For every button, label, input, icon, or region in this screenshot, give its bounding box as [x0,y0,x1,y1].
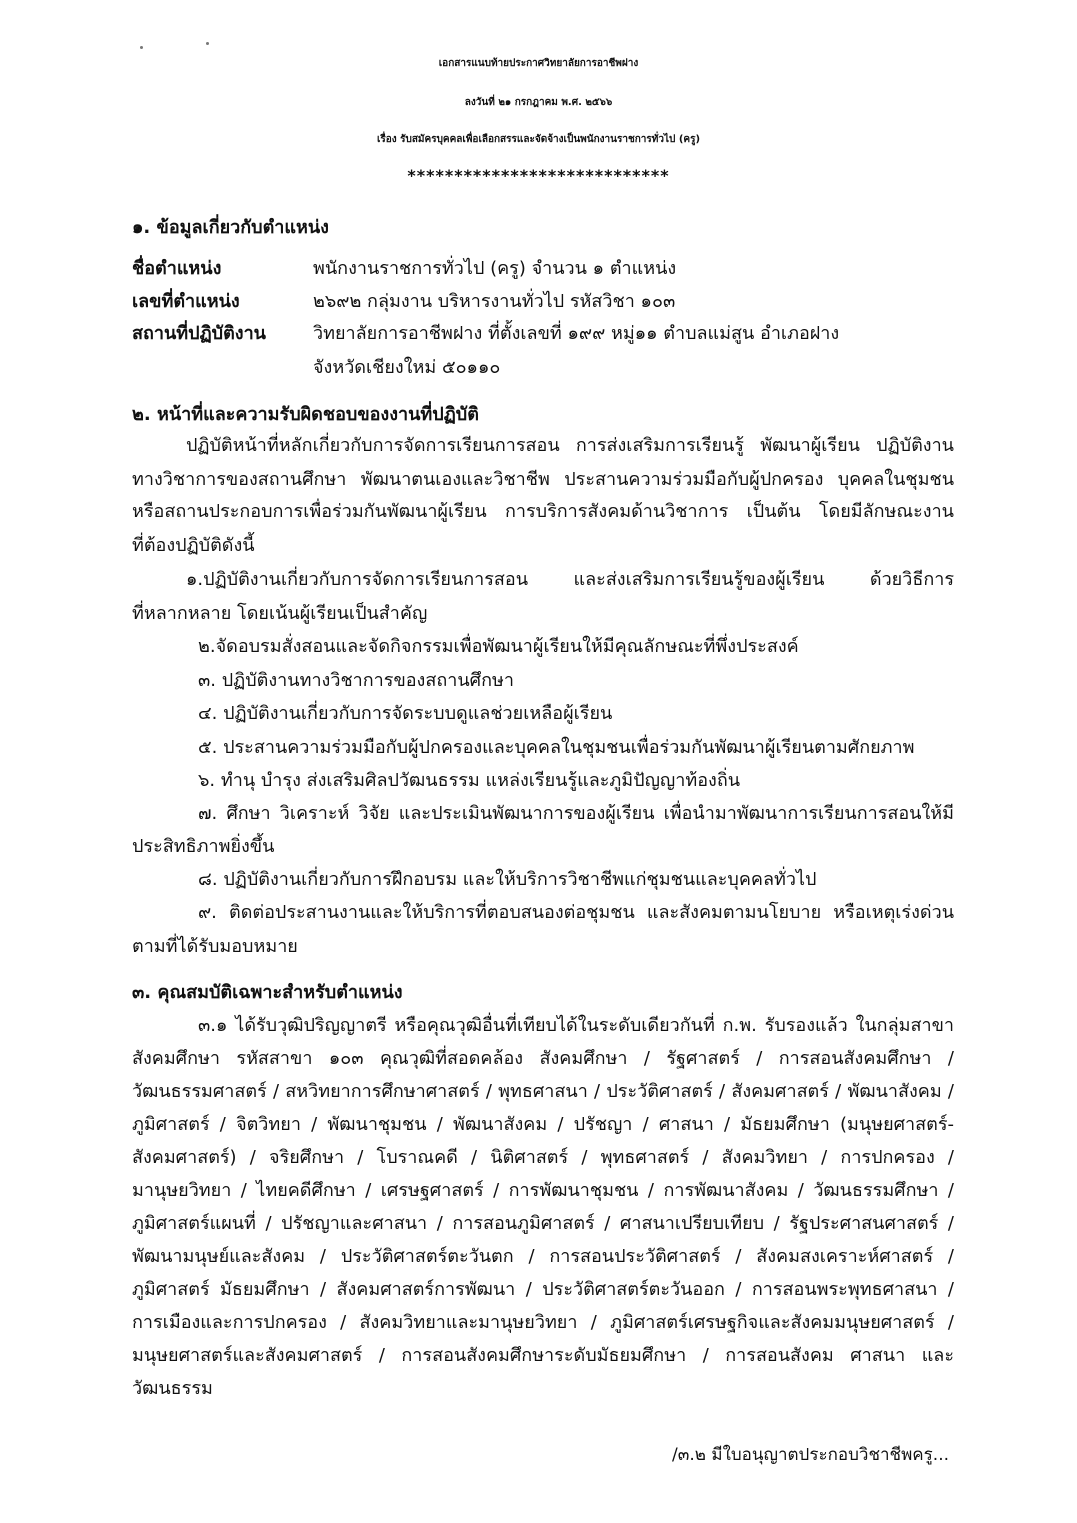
duty-item: ๔. ปฏิบัติงานเกี่ยวกับการจัดระบบดูแลช่วยเหลือผู้เรียน [198,703,613,724]
position-name-label: ชื่อตำแหน่ง [132,258,222,279]
scan-speck [140,46,143,49]
qualification-line: สังคมศาสตร์) / จริยศึกษา / โบราณคดี / นิติศาสตร์ / พุทธศาสตร์ / สังคมวิทยา / การปกครอง / [132,1147,954,1168]
qualification-line: สังคมศึกษา รหัสสาขา ๑๐๓ คุณวุฒิที่สอดคล้อง สังคมศึกษา / รัฐศาสตร์ / การสอนสังคมศึกษา / [132,1048,954,1069]
duty-item: ๖. ทำนุ บำรุง ส่งเสริมศิลปวัฒนธรรม แหล่งเรียนรู้และภูมิปัญญาท้องถิ่น [198,770,741,791]
workplace-value: วิทยาลัยการอาชีพฝาง ที่ตั้งเลขที่ ๑๙๙ หมู่๑๑ ตำบลแม่สูน อำเภอฝาง [313,323,840,344]
duty-item-cont: ตามที่ได้รับมอบหมาย [132,936,298,957]
qualification-line: ภูมิศาสตร์ / จิตวิทยา / พัฒนาชุมชน / พัฒนาสังคม / ปรัชญา / ศาสนา / มัธยมศึกษา (มนุษยศาสตร์- [132,1114,954,1135]
header-line-1: เอกสารแนบท้ายประกาศวิทยาลัยการอาชีพฝาง [438,58,639,69]
header-stars-divider: **************************** [407,166,670,185]
duties-intro-line: ที่ต้องปฏิบัติดังนี้ [132,535,255,556]
header-subject: เรื่อง รับสมัครบุคคลเพื่อเลือกสรรและจัดจ้างเป็นพนักงานราชการทั่วไป (ครู) [376,134,701,145]
duty-item: ๗. ศึกษา วิเคราะห์ วิจัย และประเมินพัฒนาการของผู้เรียน เพื่อนำมาพัฒนาการเรียนการสอนให้มี [198,803,954,824]
qualification-line: พัฒนามนุษย์และสังคม / ประวัติศาสตร์ตะวันตก / การสอนประวัติศาสตร์ / สังคมสงเคราะห์ศาสตร์ / [132,1246,954,1267]
position-name-value: พนักงานราชการทั่วไป (ครู) จำนวน ๑ ตำแหน่ง [313,258,677,279]
qualification-line: การเมืองและการปกครอง / สังคมวิทยาและมานุษยวิทยา / ภูมิศาสตร์เศรษฐกิจและสังคมมนุษยศาสตร์ / [132,1312,954,1333]
duties-intro-line: ปฏิบัติหน้าที่หลักเกี่ยวกับการจัดการเรียนการสอน การส่งเสริมการเรียนรู้ พัฒนาผู้เรียน ปฏิบัติงาน [186,435,954,456]
duties-intro-line: ทางวิชาการของสถานศึกษา พัฒนาตนเองและวิชาชีพ ประสานความร่วมมือกับผู้ปกครอง บุคคลในชุมชน [132,469,954,490]
qualification-line: ภูมิศาสตร์ มัธยมศึกษา / สังคมศาสตร์การพัฒนา / ประวัติศาสตร์ตะวันออก / การสอนพระพุทธศาสนา / [132,1279,954,1300]
duty-item: ๒.จัดอบรมสั่งสอนและจัดกิจกรรมเพื่อพัฒนาผู้เรียนให้มีคุณลักษณะที่พึ่งประสงค์ [198,636,799,657]
qualification-line: มานุษยวิทยา / ไทยคดีศึกษา / เศรษฐศาสตร์ / การพัฒนาชุมชน / การพัฒนาสังคม / วัฒนธรรมศึกษา / [132,1180,954,1201]
qualification-line: วัฒนธรรมศาสตร์ / สหวิทยาการศึกษาศาสตร์ / พุทธศาสนา / ประวัติศาสตร์ / สังคมศาสตร์ / พัฒนาสังคม / [132,1081,954,1102]
section-1-title: ๑. ข้อมูลเกี่ยวกับตำแหน่ง [132,217,329,238]
duty-item-cont: ที่หลากหลาย โดยเน้นผู้เรียนเป็นสำคัญ [132,603,428,624]
section-3-title: ๓. คุณสมบัติเฉพาะสำหรับตำแหน่ง [132,982,403,1003]
duty-item: ๓. ปฏิบัติงานทางวิชาการของสถานศึกษา [198,670,514,691]
qualification-line: มนุษยศาสตร์และสังคมศาสตร์ / การสอนสังคมศึกษาระดับมัธยมศึกษา / การสอนสังคม ศาสนา และ [132,1345,954,1366]
qualification-line: ๓.๑ ได้รับวุฒิปริญญาตรี หรือคุณวุฒิอื่นที่เทียบได้ในระดับเดียวกันที่ ก.พ. รับรองแล้ว ในกลุ่มสาขา [198,1015,954,1036]
duties-intro-line: หรือสถานประกอบการเพื่อร่วมกันพัฒนาผู้เรียน การบริการสังคมด้านวิชาการ เป็นต้น โดยมีลักษณะงาน [132,501,954,522]
header-date: ลงวันที่ ๒๑ กรกฎาคม พ.ศ. ๒๕๖๖ [464,97,613,108]
qualification-line: ภูมิศาสตร์แผนที่ / ปรัชญาและศาสนา / การสอนภูมิศาสตร์ / ศาสนาเปรียบเทียบ / รัฐประศาสนศาสตร์ / [132,1213,954,1234]
duty-item: ๙. ติดต่อประสานงานและให้บริการที่ตอบสนองต่อชุมชน และสังคมตามนโยบาย หรือเหตุเร่งด่วน [198,902,954,923]
duty-item: ๕. ประสานความร่วมมือกับผู้ปกครองและบุคคลในชุมชนเพื่อร่วมกันพัฒนาผู้เรียนตามศักยภาพ [198,737,915,758]
duty-item-cont: ประสิทธิภาพยิ่งขึ้น [132,836,275,857]
continuation-note: /๓.๒ มีใบอนุญาตประกอบวิชาชีพครู... [672,1445,949,1465]
scan-speck [206,42,209,45]
section-2-title: ๒. หน้าที่และความรับผิดชอบของงานที่ปฏิบัติ [132,404,479,425]
position-number-value: ๒๖๙๒ กลุ่มงาน บริหารงานทั่วไป รหัสวิชา ๑๐๓ [313,291,676,312]
workplace-value-cont: จังหวัดเชียงใหม่ ๕๐๑๑๐ [313,357,501,378]
duty-item: ๘. ปฏิบัติงานเกี่ยวกับการฝึกอบรม และให้บริการวิชาชีพแก่ชุมชนและบุคคลทั่วไป [198,869,817,890]
duty-item: ๑.ปฏิบัติงานเกี่ยวกับการจัดการเรียนการสอน และส่งเสริมการเรียนรู้ของผู้เรียน ด้วยวิธีการ [186,569,954,590]
qualification-line: วัฒนธรรม [132,1378,213,1399]
position-number-label: เลขที่ตำแหน่ง [132,291,240,312]
workplace-label: สถานที่ปฏิบัติงาน [132,323,266,344]
